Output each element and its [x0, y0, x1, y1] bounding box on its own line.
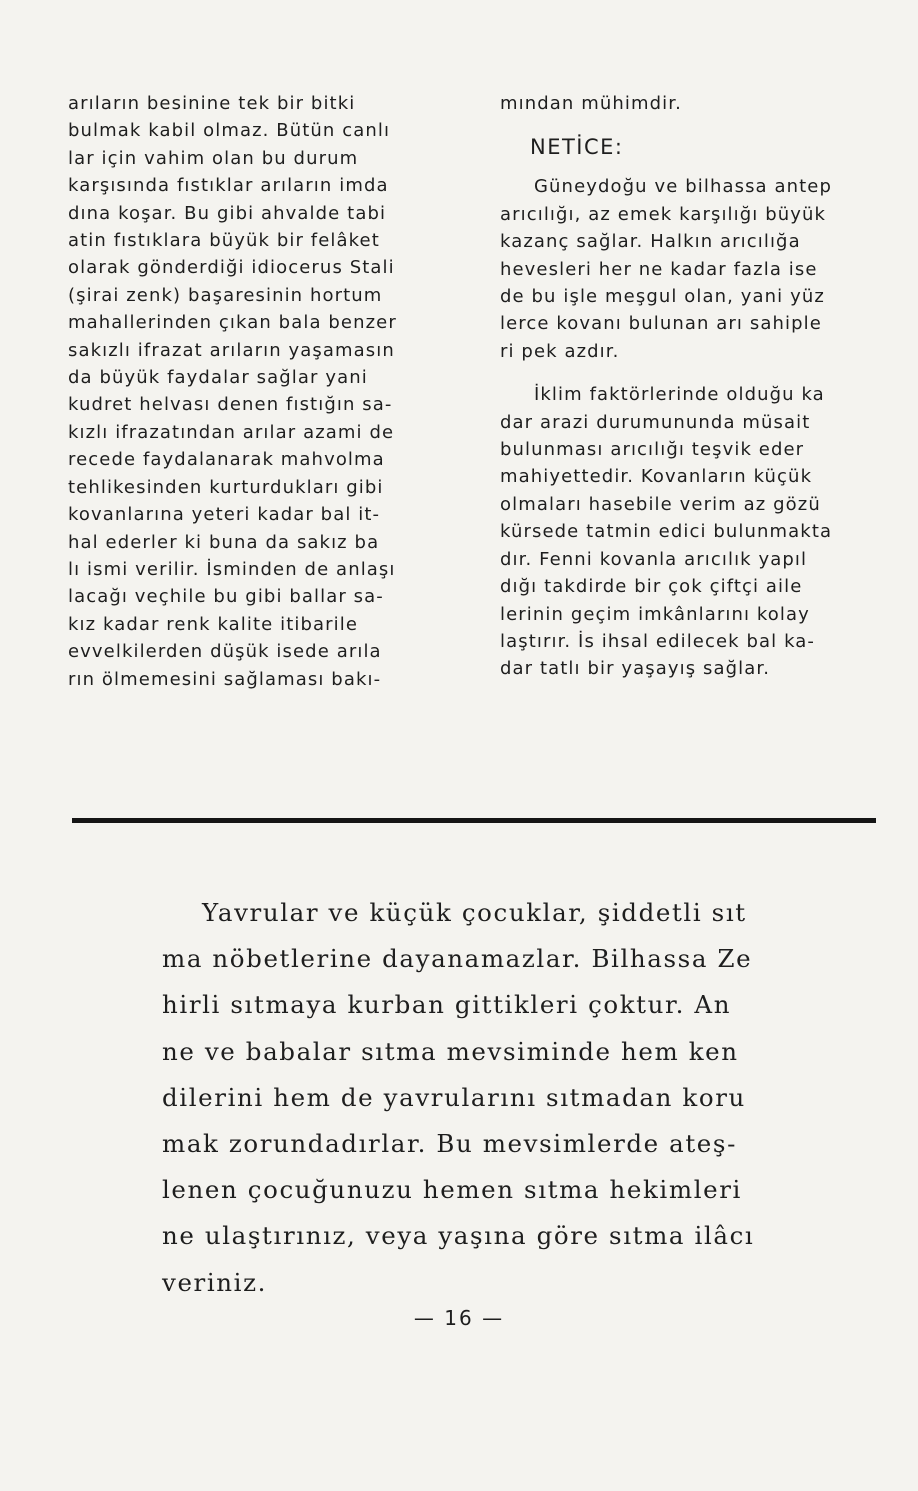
text-line: hal ederler ki buna da sakız ba	[68, 531, 380, 553]
horizontal-rule	[72, 818, 876, 823]
text-line: dına koşar. Bu gibi ahvalde tabi	[68, 202, 387, 224]
text-line: kazanç sağlar. Halkın arıcılığa	[500, 231, 801, 253]
notice-line: mak zorundadırlar. Bu mevsimlerde ateş-	[162, 1129, 737, 1159]
text-line: arıcılığı, az emek karşılığı büyük	[500, 203, 827, 225]
text-line: mahallerinden çıkan bala benzer	[68, 312, 397, 334]
text-line: recede faydalanarak mahvolma	[68, 449, 385, 471]
text-line: lerinin geçim imkânlarını kolay	[500, 603, 810, 625]
notice-line: lenen çocuğunuzu hemen sıtma hekimleri	[162, 1175, 742, 1205]
text-line: kız kadar renk kalite itibarile	[68, 613, 359, 635]
text-line: karşısında fıstıklar arıların imda	[68, 175, 389, 197]
notice-block	[162, 890, 822, 1306]
text-line: rın ölmemesini sağlaması bakı-	[68, 668, 382, 690]
text-line: dar arazi durumununda müsait	[500, 411, 811, 433]
notice-line: ma nöbetlerine dayanamazlar. Bilhassa Ze	[162, 944, 753, 974]
text-line: dığı takdirde bir çok çiftçi aile	[500, 576, 803, 598]
text-line: olarak gönderdiği idiocerus Stali	[68, 257, 395, 279]
notice-line: hirli sıtmaya kurban gittikleri çoktur. An	[162, 990, 732, 1020]
text-line: kürsede tatmin edici bulunmakta	[500, 521, 833, 543]
text-line: olmaları hasebile verim az gözü	[500, 493, 821, 515]
text-line: lar için vahim olan bu durum	[68, 147, 359, 169]
text-line: hevesleri her ne kadar fazla ise	[500, 258, 818, 280]
text-line: atin fıstıklara büyük bir felâket	[68, 230, 380, 252]
text-line: tehlikesinden kurturdukları gibi	[68, 476, 384, 498]
left-text-column	[68, 90, 454, 693]
notice-line: dilerini hem de yavrularını sıtmadan koru	[162, 1082, 746, 1112]
text-line: mından mühimdir.	[500, 93, 682, 114]
text-line: dar tatlı bir yaşayış sağlar.	[500, 658, 771, 680]
text-line: ri pek azdır.	[500, 340, 620, 362]
notice-line: Yavrular ve küçük çocuklar, şiddetli sıt	[202, 898, 747, 927]
text-line: bulmak kabil olmaz. Bütün canlı	[68, 120, 391, 142]
text-line: lerce kovanı bulunan arı sahiple	[500, 313, 822, 335]
text-line: mahiyettedir. Kovanların küçük	[500, 466, 813, 488]
notice-line: ne ulaştırınız, veya yaşına göre sıtma ilâcı	[162, 1221, 755, 1251]
text-line: sakızlı ifrazat arıların yaşamasın	[68, 339, 395, 361]
text-line: bulunması arıcılığı teşvik eder	[500, 439, 805, 461]
text-line: lı ismi verilir. İsminden de anlaşı	[68, 558, 396, 580]
notice-line: ne ve babalar sıtma mevsiminde hem ken	[162, 1036, 739, 1066]
text-line: Güneydoğu ve bilhassa antep	[534, 176, 833, 198]
text-line: kudret helvası denen fıstığın sa-	[68, 394, 393, 416]
text-line: kızlı ifrazatından arılar azami de	[68, 421, 395, 443]
notice-line: veriniz.	[162, 1267, 267, 1297]
text-line: (şirai zenk) başaresinin hortum	[68, 284, 383, 306]
text-line: laştırır. İs ihsal edilecek bal ka-	[500, 630, 816, 652]
text-line: de bu işle meşgul olan, yani yüz	[500, 286, 825, 308]
text-line: da büyük faydalar sağlar yani	[68, 367, 368, 389]
right-text-column	[500, 90, 872, 683]
paragraph	[500, 381, 872, 682]
text-line: arıların besinine tek bir bitki	[68, 93, 356, 114]
section-heading: NETİCE:	[530, 135, 624, 160]
page-number: — 16 —	[413, 1306, 505, 1330]
text-line: dır. Fenni kovanla arıcılık yapıl	[500, 548, 808, 570]
text-line: İklim faktörlerinde olduğu ka	[534, 384, 825, 406]
text-line: kovanlarına yeteri kadar bal it-	[68, 504, 381, 526]
text-line: lacağı veçhile bu gibi ballar sa-	[68, 586, 384, 608]
paragraph	[500, 173, 872, 365]
text-line: evvelkilerden düşük isede arıla	[68, 641, 382, 663]
